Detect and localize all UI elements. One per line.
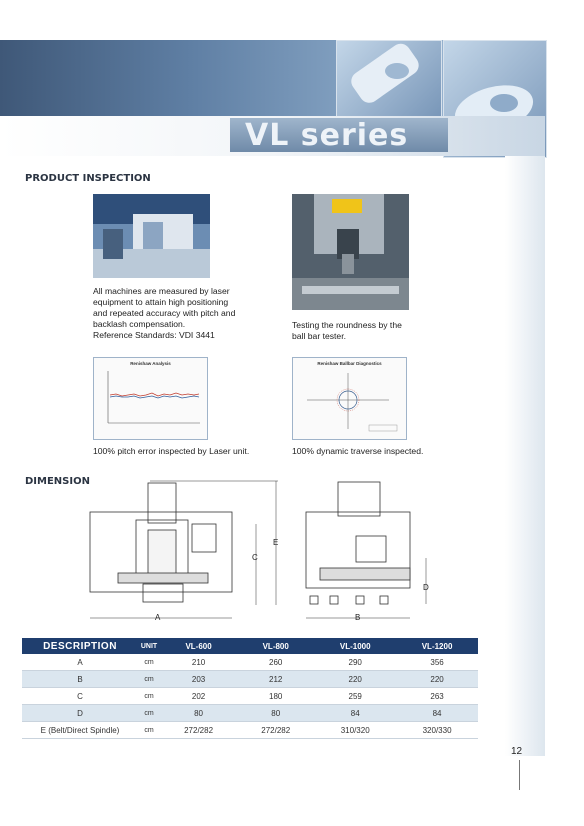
table-row [22,671,478,688]
table-cell: cm [138,688,160,705]
table-cell: 84 [314,705,396,722]
side-strip [505,156,545,756]
ball-bar-test-photo [292,194,409,310]
col-unit: UNIT [138,638,160,654]
table-cell: 80 [237,705,314,722]
dim-label-d: D [423,583,429,592]
table-cell: 320/330 [396,722,478,739]
table-cell: 310/320 [314,722,396,739]
renishaw-graph-title: Renishaw Analysis [130,361,171,366]
ballbar-graph-title: Renishaw Ballbar Diagnostics [317,361,382,366]
table-row [22,688,478,705]
table-cell: 272/282 [160,722,237,739]
ballbar-diagnostics-graph [292,357,407,440]
section-title-dimension: DIMENSION [25,476,90,487]
pitch-caption: 100% pitch error inspected by Laser unit. [93,446,250,456]
laser-caption-line-4: backlash compensation. [93,319,186,329]
table-cell: 356 [396,654,478,671]
traverse-caption: 100% dynamic traverse inspected. [292,446,424,456]
col-vl800: VL-800 [237,638,314,654]
table-cell: 220 [396,671,478,688]
table-cell: 212 [237,671,314,688]
ballbar-caption [292,320,442,342]
table-cell: cm [138,705,160,722]
table-cell: cm [138,722,160,739]
table-cell: 180 [237,688,314,705]
laser-caption-line-2: equipment to attain high positioning [93,297,229,307]
spec-table-header [22,638,478,654]
laser-caption-line-3: and repeated accuracy with pitch and [93,308,236,318]
series-title: VL series [245,118,409,153]
table-cell: cm [138,671,160,688]
table-cell: cm [138,654,160,671]
table-row [22,705,478,722]
section-title-inspection: PRODUCT INSPECTION [25,173,151,184]
dimension-side-view [300,478,440,628]
col-description: DESCRIPTION [22,638,138,654]
table-cell: 259 [314,688,396,705]
table-cell: 210 [160,654,237,671]
laser-caption [93,286,263,341]
dim-label-c: C [252,553,258,562]
table-cell: E (Belt/Direct Spindle) [22,722,138,739]
col-vl1200: VL-1200 [396,638,478,654]
table-cell: 220 [314,671,396,688]
table-cell: 203 [160,671,237,688]
table-cell: C [22,688,138,705]
dim-label-b: B [355,613,361,622]
table-cell: B [22,671,138,688]
table-cell: 272/282 [237,722,314,739]
table-cell: 263 [396,688,478,705]
page-number: 12 [511,746,523,757]
table-row [22,722,478,739]
table-cell: 84 [396,705,478,722]
table-cell: 80 [160,705,237,722]
dim-label-e: E [273,538,279,547]
ballbar-caption-line-2: ball bar tester. [292,331,346,341]
laser-caption-line-1: All machines are measured by laser [93,286,230,296]
dim-label-a: A [155,613,161,622]
laser-caption-line-5: Reference Standards: VDI 3441 [93,330,215,340]
table-row [22,654,478,671]
page-number-rule [519,760,520,790]
table-cell: D [22,705,138,722]
spec-table [22,638,478,739]
ballbar-caption-line-1: Testing the roundness by the [292,320,402,330]
laser-measurement-photo [93,194,210,278]
table-cell: 290 [314,654,396,671]
table-cell: A [22,654,138,671]
dimension-front-view [88,480,288,630]
col-vl1000: VL-1000 [314,638,396,654]
table-cell: 202 [160,688,237,705]
product-thumbnail-1 [336,40,442,118]
col-vl600: VL-600 [160,638,237,654]
renishaw-analysis-graph [93,357,208,440]
table-cell: 260 [237,654,314,671]
